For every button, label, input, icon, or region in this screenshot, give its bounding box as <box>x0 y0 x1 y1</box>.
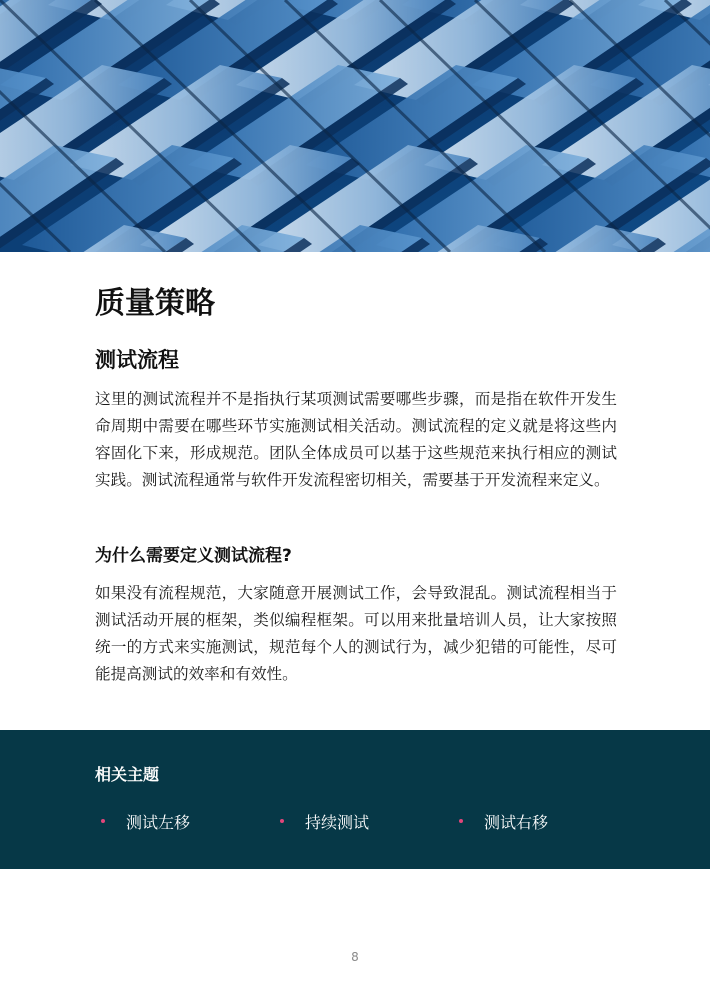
subsection-title: 为什么需要定义测试流程? <box>95 546 292 566</box>
related-topic-link[interactable] <box>101 808 190 834</box>
related-topic-label: 测试左移 <box>126 812 191 832</box>
body-paragraph: 这里的测试流程并不是指执行某项测试需要哪些步骤，而是指在软件开发生命周期中需要在哪些环节实施测试相关活动。测试流程的定义就是将这些内容固化下来，形成规范。团队全体成员可以基于这些规范来执行相应的测试实践。测试流程通常与软件开发流程密切相关，需要基于开发流程来定义。 <box>95 390 617 489</box>
bullet-icon <box>101 819 105 823</box>
related-topics-title: 相关主题 <box>95 765 160 784</box>
related-topic-link[interactable] <box>459 808 548 834</box>
bullet-icon <box>280 819 284 823</box>
related-topic-label: 持续测试 <box>305 812 370 832</box>
building-glass-facade-image <box>0 0 710 252</box>
page-number: 8 <box>351 950 359 964</box>
related-topics-panel <box>0 730 710 869</box>
section-title: 测试流程 <box>95 347 179 372</box>
page-title: 质量策略 <box>95 286 215 321</box>
bullet-icon <box>459 819 463 823</box>
related-topic-link[interactable] <box>280 808 369 834</box>
hero-image <box>0 0 710 252</box>
body-paragraph: 如果没有流程规范，大家随意开展测试工作，会导致混乱。测试流程相当于测试活动开展的框架，类似编程框架。可以用来批量培训人员，让大家按照统一的方式来实施测试，规范每个人的测试行为，减少犯错的可能性，尽可能提高测试的效率和有效性。 <box>95 584 617 683</box>
related-topic-label: 测试右移 <box>484 812 549 832</box>
